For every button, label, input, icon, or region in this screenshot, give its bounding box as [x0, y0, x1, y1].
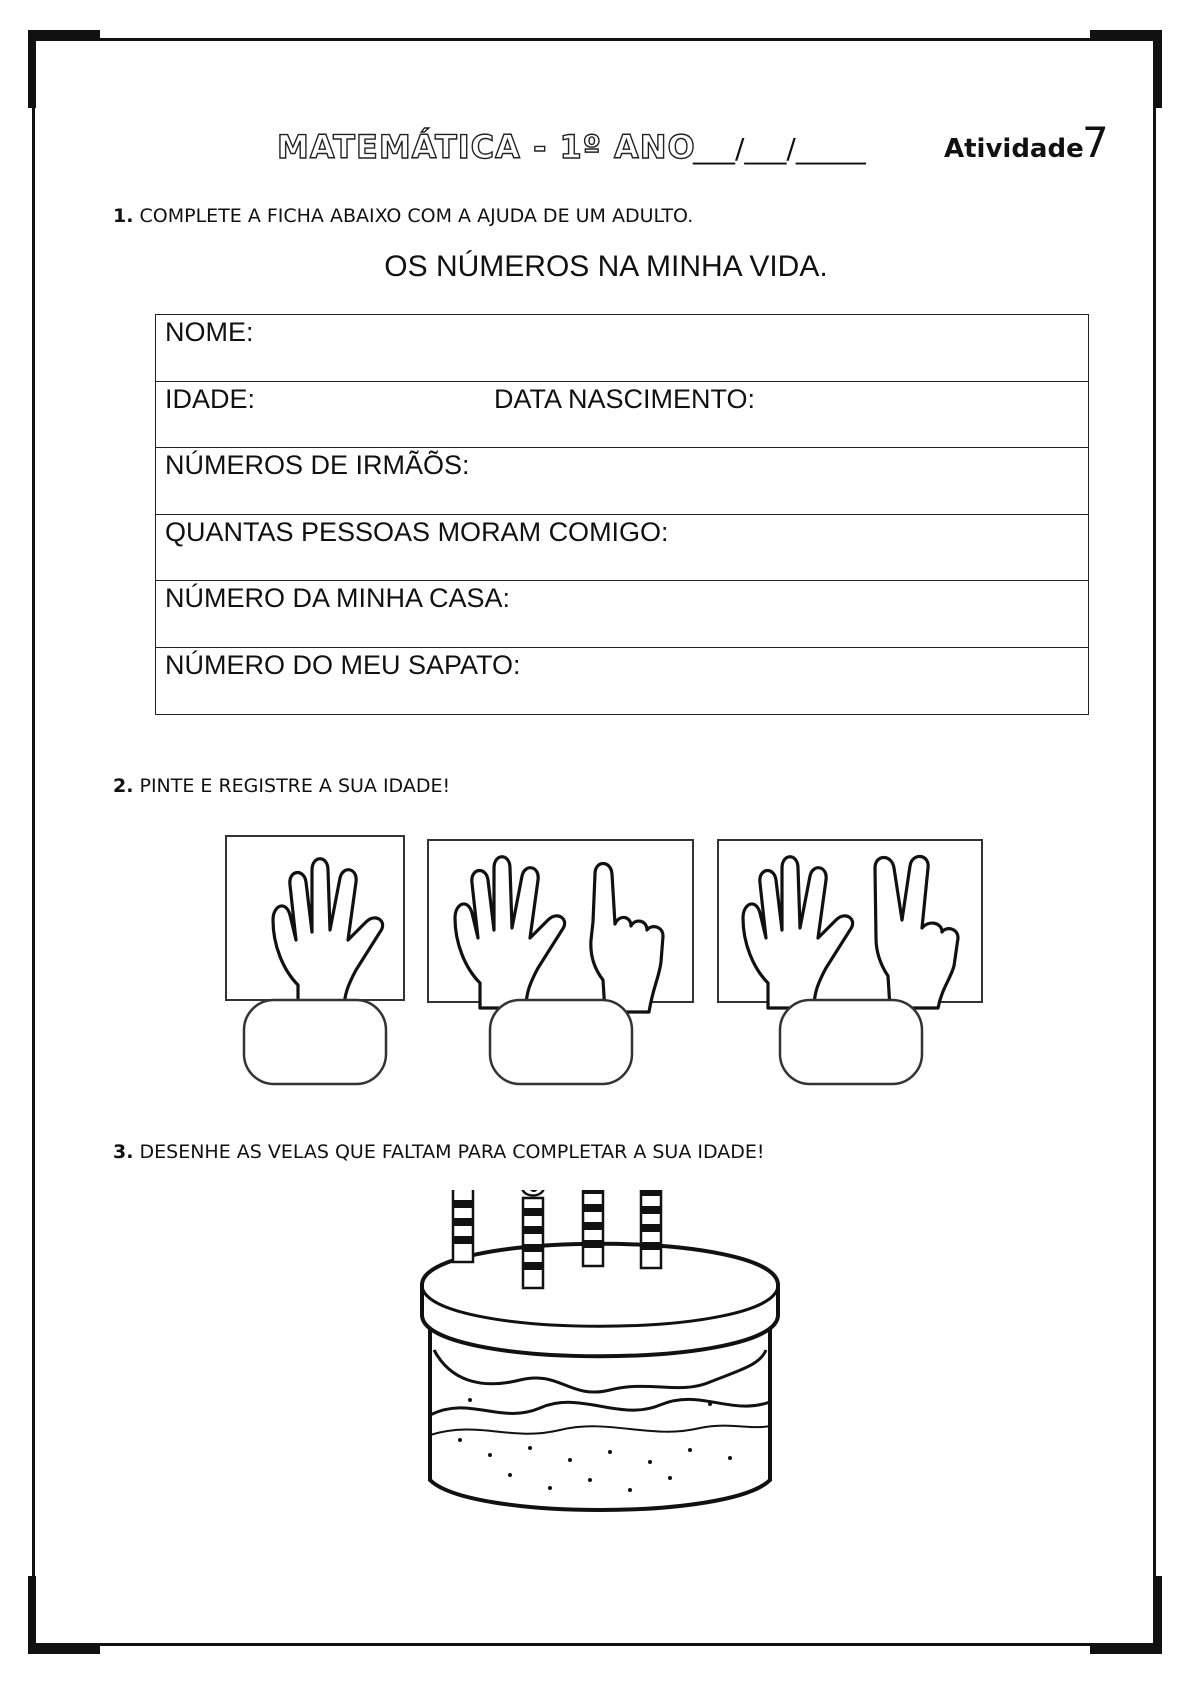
corner-mark-tl	[28, 30, 100, 38]
corner-mark-tr-v	[1154, 30, 1162, 108]
form-label: IDADE:	[165, 383, 256, 414]
corner-mark-tl-v	[28, 30, 36, 108]
answer-bubble-3[interactable]	[780, 1000, 922, 1084]
candle-icon	[451, 1190, 474, 1262]
date-field[interactable]: ___/___/_____	[693, 132, 866, 165]
corner-mark-br-v	[1154, 1576, 1162, 1654]
worksheet-header	[0, 118, 1190, 178]
form-title: OS NÚMEROS NA MINHA VIDA.	[384, 250, 828, 283]
corner-mark-bl-v	[28, 1576, 36, 1654]
form-row-siblings[interactable]	[156, 448, 1088, 515]
form-label-birthdate: DATA NASCIMENTO:	[494, 383, 756, 414]
answer-bubble-1[interactable]	[244, 1000, 386, 1084]
form-label: NÚMERO DA MINHA CASA:	[165, 583, 511, 613]
question-1-text: COMPLETE A FICHA ABAIXO COM A AJUDA DE UM ADULTO.	[139, 205, 694, 227]
answer-bubble-2[interactable]	[490, 1000, 632, 1084]
activity-number: 7	[1082, 118, 1109, 167]
activity-label: Atividade	[944, 134, 1084, 164]
question-3-number: 3.	[113, 1141, 134, 1163]
form-label: QUANTAS PESSOAS MORAM COMIGO:	[165, 516, 669, 547]
form-label: NOME:	[165, 317, 254, 347]
question-1-number: 1.	[113, 205, 134, 227]
info-form-table	[155, 314, 1089, 715]
question-2-number: 2.	[113, 775, 134, 797]
subject-title: MATEMÁTICA - 1º ANO	[277, 128, 696, 166]
birthday-cake-illustration	[410, 1190, 790, 1530]
form-row-age[interactable]	[156, 382, 1088, 449]
candle-icon	[581, 1190, 604, 1266]
corner-mark-tr	[1090, 30, 1162, 38]
form-label: NÚMERO DO MEU SAPATO:	[165, 649, 521, 680]
form-row-house-number[interactable]	[156, 581, 1088, 648]
corner-mark-br	[1090, 1646, 1162, 1654]
question-2-text: PINTE E REGISTRE A SUA IDADE!	[139, 775, 451, 797]
question-3	[113, 1141, 765, 1163]
question-2	[113, 775, 450, 797]
question-1	[113, 205, 693, 227]
form-row-household[interactable]	[156, 515, 1088, 582]
form-label: NÚMEROS DE IRMÃÕS:	[165, 450, 470, 480]
age-hands-illustration	[0, 820, 1190, 1100]
corner-mark-bl	[28, 1646, 100, 1654]
form-row-shoe-size[interactable]	[156, 648, 1088, 715]
candle-icon	[639, 1190, 662, 1268]
question-3-text: DESENHE AS VELAS QUE FALTAM PARA COMPLETAR A SUA IDADE!	[139, 1141, 765, 1163]
candle-icon	[521, 1190, 544, 1288]
form-row-name[interactable]	[156, 315, 1088, 382]
